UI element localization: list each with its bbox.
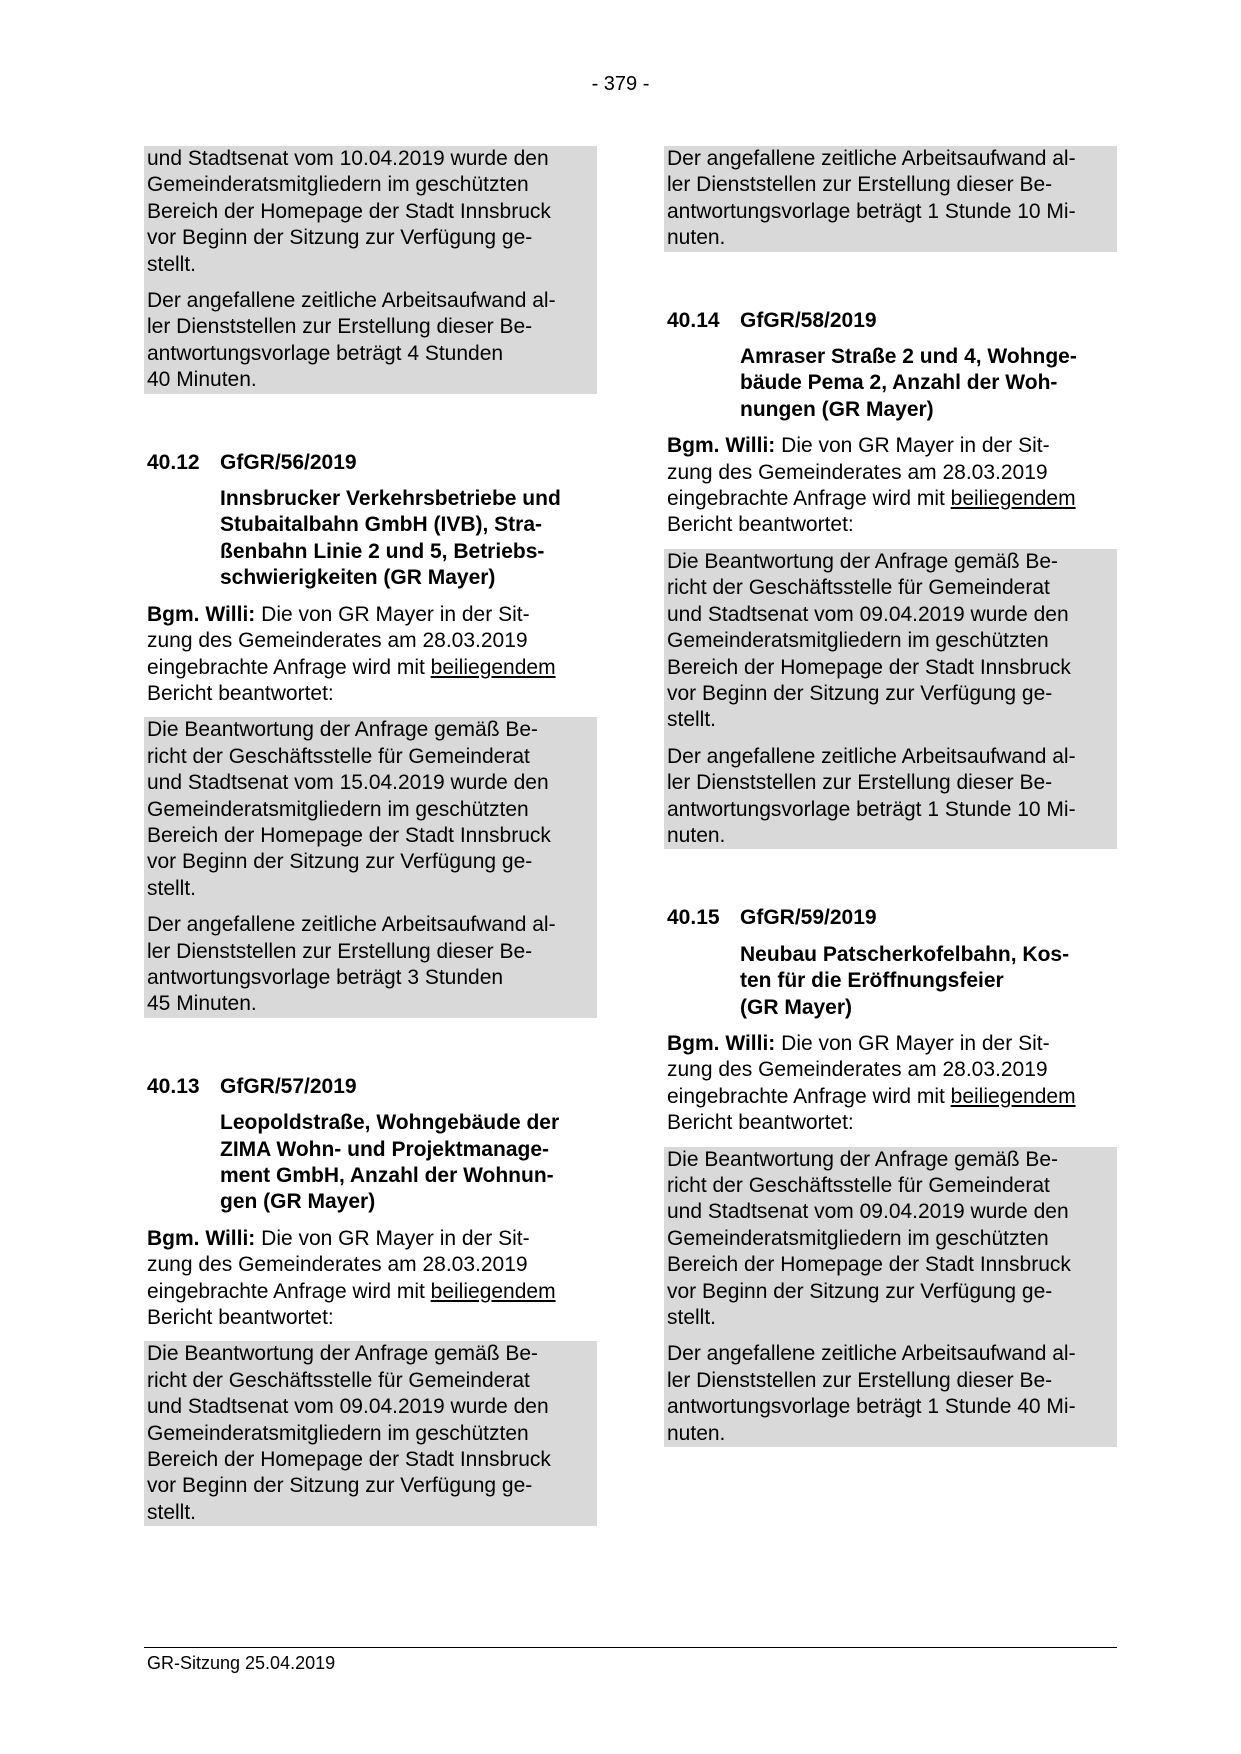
statement-end: Bericht beantwortet: xyxy=(147,681,334,705)
statement-end: Bericht beantwortet: xyxy=(147,1306,334,1330)
item-number: 40.12 xyxy=(147,450,200,474)
statement-end: Bericht beantwortet: xyxy=(667,513,854,537)
answer-text: Die Beantwortung der Anfrage gemäß Be- richt der Geschäftsstelle für Gemeinderat und Stadtsenat vom 09.04.2019 wurde den Gemeinderatsmitgliedern im geschützten Bereich der Homepage der Stadt Innsbruck vor Beginn der Sitzung zur Verfügung ge- stellt. xyxy=(147,1342,551,1524)
underlined-word: beiliegendem xyxy=(430,1279,556,1303)
underlined-word: beiliegendem xyxy=(950,487,1076,511)
answer-block xyxy=(144,717,597,1017)
item-title: Amraser Straße 2 und 4, Wohnge- bäude Pema 2, Anzahl der Woh- nungen (GR Mayer) xyxy=(740,345,1077,421)
footer-rule xyxy=(144,1647,1117,1648)
item-title: Neubau Patscherkofelbahn, Kos- ten für die Eröffnungsfeier (GR Mayer) xyxy=(740,942,1070,1019)
footer-text: GR-Sitzung 25.04.2019 xyxy=(147,1653,336,1673)
agenda-item-40-12 xyxy=(144,450,597,1018)
item-reference: GfGR/56/2019 xyxy=(220,450,357,474)
continued-answer-block xyxy=(144,146,597,394)
item-reference: GfGR/58/2019 xyxy=(740,308,877,332)
item-heading xyxy=(664,905,1117,931)
item-heading xyxy=(664,308,1117,334)
answer-block xyxy=(664,549,1117,849)
agenda-item-40-14 xyxy=(664,308,1117,850)
speaker-label: Bgm. Willi: xyxy=(147,602,256,626)
speaker-label: Bgm. Willi: xyxy=(667,1031,776,1055)
underlined-word: beiliegendem xyxy=(950,1084,1076,1108)
item-reference: GfGR/57/2019 xyxy=(220,1074,357,1098)
right-column xyxy=(664,146,1117,1447)
item-number: 40.13 xyxy=(147,1074,200,1098)
continued-answer-text: und Stadtsenat vom 10.04.2019 wurde den Gemeinderatsmitgliedern im geschützten Bereich der Homepage der Stadt Innsbruck vor Beginn der Sitzung zur Verfügung ge- stellt. xyxy=(147,147,551,276)
answer-block xyxy=(144,1341,597,1526)
item-number: 40.14 xyxy=(667,308,720,332)
mayor-statement: Bgm. Willi: Die von GR Mayer in der Sit- zung des Gemeinderates am 28.03.2019 eingebrachte Anfrage wird mit beiliegendem Bericht beantwortet: xyxy=(667,1031,1076,1135)
item-heading xyxy=(144,450,597,476)
agenda-item-40-15 xyxy=(664,905,1117,1447)
mayor-statement: Bgm. Willi: Die von GR Mayer in der Sit- zung des Gemeinderates am 28.03.2019 eingebrachte Anfrage wird mit beiliegendem Bericht beantwortet: xyxy=(147,1226,556,1330)
underlined-word: beiliegendem xyxy=(430,655,556,679)
speaker-label: Bgm. Willi: xyxy=(147,1226,256,1250)
left-column xyxy=(144,146,597,1526)
continued-effort-block xyxy=(664,146,1117,252)
item-title: Leopoldstraße, Wohngebäude der ZIMA Wohn- und Projektmanage- ment GmbH, Anzahl der Wohnun- gen (GR Mayer) xyxy=(220,1111,560,1214)
effort-text: Der angefallene zeitliche Arbeitsaufwand al- ler Dienststellen zur Erstellung dieser Be- antwortungsvorlage beträgt 1 Stunde 10 Mi- nuten. xyxy=(667,744,1076,847)
answer-block xyxy=(664,1147,1117,1447)
item-title: Innsbrucker Verkehrsbetriebe und Stubaitalbahn GmbH (IVB), Stra- ßenbahn Linie 2 und 5, Betriebs- schwierigkeiten (GR Mayer) xyxy=(220,487,561,590)
answer-text: Die Beantwortung der Anfrage gemäß Be- richt der Geschäftsstelle für Gemeinderat und Stadtsenat vom 09.04.2019 wurde den Gemeinderatsmitgliedern im geschützten Bereich der Homepage der Stadt Innsbruck vor Beginn der Sitzung zur Verfügung ge- stellt. xyxy=(667,549,1071,732)
mayor-statement: Bgm. Willi: Die von GR Mayer in der Sit- zung des Gemeinderates am 28.03.2019 eingebrachte Anfrage wird mit beiliegendem Bericht beantwortet: xyxy=(667,434,1076,537)
page-number: - 379 - xyxy=(591,73,650,95)
item-reference: GfGR/59/2019 xyxy=(740,906,877,930)
item-number: 40.15 xyxy=(667,906,720,930)
answer-text: Die Beantwortung der Anfrage gemäß Be- richt der Geschäftsstelle für Gemeinderat und Stadtsenat vom 15.04.2019 wurde den Gemeinderatsmitgliedern im geschützten Bereich der Homepage der Stadt Innsbruck vor Beginn der Sitzung zur Verfügung ge- stellt. xyxy=(147,718,551,900)
item-heading xyxy=(144,1074,597,1100)
continued-effort-text: Der angefallene zeitliche Arbeitsaufwand al- ler Dienststellen zur Erstellung dieser Be- antwortungsvorlage beträgt 4 Stunden 40 Minuten. xyxy=(147,289,556,392)
effort-text: Der angefallene zeitliche Arbeitsaufwand al- ler Dienststellen zur Erstellung dieser Be- antwortungsvorlage beträgt 3 Stunden 45 Minuten. xyxy=(147,913,556,1016)
answer-text: Die Beantwortung der Anfrage gemäß Be- richt der Geschäftsstelle für Gemeinderat und Stadtsenat vom 09.04.2019 wurde den Gemeinderatsmitgliedern im geschützten Bereich der Homepage der Stadt Innsbruck vor Beginn der Sitzung zur Verfügung ge- stellt. xyxy=(667,1147,1071,1330)
mayor-statement: Bgm. Willi: Die von GR Mayer in der Sit- zung des Gemeinderates am 28.03.2019 eingebrachte Anfrage wird mit beiliegendem Bericht beantwortet: xyxy=(147,602,556,705)
speaker-label: Bgm. Willi: xyxy=(667,434,776,458)
effort-text: Der angefallene zeitliche Arbeitsaufwand al- ler Dienststellen zur Erstellung dieser Be- antwortungsvorlage beträgt 1 Stunde 40 Mi- nuten. xyxy=(667,1342,1076,1445)
continued-effort-text: Der angefallene zeitliche Arbeitsaufwand al- ler Dienststellen zur Erstellung dieser Be- antwortungsvorlage beträgt 1 Stunde 10 Mi- nuten. xyxy=(667,147,1076,250)
statement-end: Bericht beantwortet: xyxy=(667,1111,854,1135)
agenda-item-40-13 xyxy=(144,1074,597,1527)
